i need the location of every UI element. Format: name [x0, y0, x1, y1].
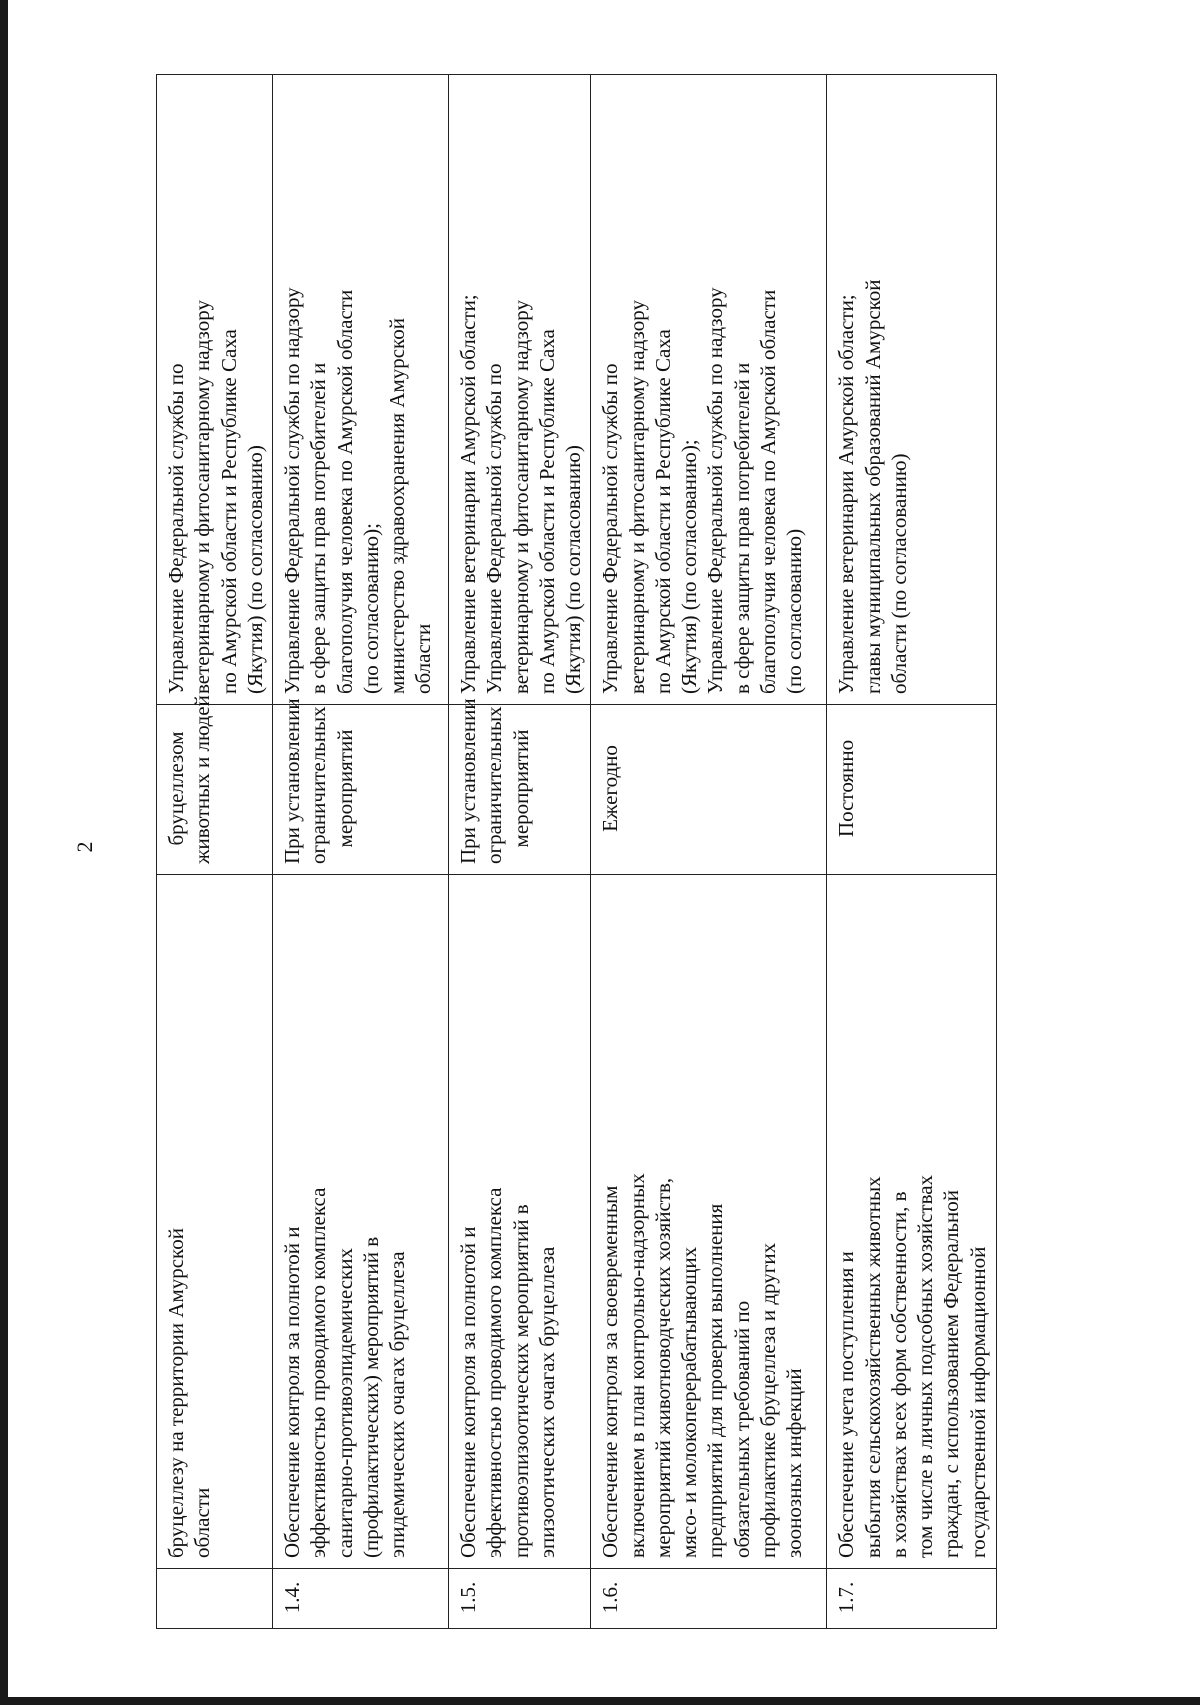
text-line: в хозяйствах всех форм собственности, в	[886, 1191, 911, 1558]
page-number: 2	[72, 841, 97, 853]
text-line: министерство здравоохранения Амурской	[385, 318, 409, 694]
text-line: Управление ветеринарии Амурской области;	[456, 294, 480, 694]
deadline-cell	[449, 698, 591, 875]
text-line: предприятий для проверки выполнения	[703, 1203, 728, 1558]
text-line: благополучия человека по Амурской области	[755, 289, 780, 694]
text-line: противоэпизоотических мероприятий в	[508, 1204, 533, 1558]
text-line: выбытия сельскохозяйственных животных	[860, 1176, 885, 1558]
table-row-continuation	[157, 75, 273, 1629]
text-line: При установлении	[280, 698, 304, 864]
rotated-table-wrapper	[156, 75, 990, 1629]
text-line: Управление Федеральной службы по	[482, 363, 507, 694]
item-number-cell: 1.5.	[449, 1569, 591, 1629]
text-line: включением в план контрольно-надзорных	[624, 1173, 649, 1558]
text-line: Обеспечение учета поступления и	[834, 1251, 859, 1558]
text-line: животных и людей	[190, 695, 215, 864]
text-line: эффективностью проводимого комплекса	[306, 1187, 331, 1558]
text-line: профилактике бруцеллеза и других	[755, 1242, 780, 1558]
text-line: мероприятий животноводческих хозяйств,	[650, 1177, 675, 1558]
item-number-cell: 1.4.	[273, 1569, 449, 1629]
text-line: том числе в личных подсобных хозяйствах	[913, 1174, 937, 1558]
action-cell	[591, 875, 827, 1569]
text-line: благополучия человека по Амурской области	[332, 289, 357, 694]
deadline-cell	[827, 705, 997, 875]
deadline-cell	[157, 695, 273, 875]
text-line: области (по согласованию)	[886, 453, 911, 694]
deadline-cell	[591, 705, 827, 875]
text-line: бруцеллезом	[164, 731, 188, 846]
text-line: в сфере защиты прав потребителей и	[729, 362, 754, 694]
text-line: государственной информационной	[965, 1246, 990, 1558]
text-line: по Амурской области и Республике Саха	[650, 329, 675, 694]
text-line: Управление Федеральной службы по надзору	[703, 287, 728, 694]
text-line: Управление ветеринарии Амурской области;	[834, 294, 859, 694]
table-row-1-5	[449, 75, 591, 1629]
action-cell	[827, 875, 997, 1569]
action-cell	[449, 875, 591, 1569]
text-line: Обеспечение контроля за полнотой и	[280, 1226, 304, 1558]
text-line: эффективностью проводимого комплекса	[482, 1187, 507, 1558]
text-line: (по согласованию)	[782, 528, 806, 694]
action-plan-table	[156, 74, 997, 1629]
text-line: При установлении	[456, 698, 480, 864]
text-line: по Амурской области и Республике Саха	[534, 329, 559, 694]
text-line: зоонозных инфекций	[782, 1368, 806, 1558]
text-line: ограничительных	[482, 706, 507, 864]
text-line: области	[190, 1487, 215, 1558]
text-line: Управление Федеральной службы по	[164, 363, 188, 694]
text-line: главы муниципальных образований Амурской	[860, 279, 885, 694]
text-line: граждан, с использованием Федеральной	[939, 1190, 964, 1558]
text-line: (профилактических) мероприятий в	[358, 1236, 383, 1558]
text-line: ветеринарному и фитосанитарному надзору	[508, 300, 533, 694]
text-line: (по согласованию);	[358, 523, 383, 694]
deadline-cell	[273, 698, 449, 875]
text-line: Постоянно	[834, 739, 859, 838]
responsible-cell	[449, 75, 591, 705]
text-line: эпидемических очагах бруцеллеза	[385, 1251, 409, 1558]
responsible-cell	[273, 75, 449, 705]
scan-edge-bottom	[0, 1697, 1200, 1705]
table-row-1-7	[827, 75, 997, 1629]
action-cell	[157, 875, 273, 1569]
text-line: ветеринарному и фитосанитарному надзору	[624, 300, 649, 694]
text-line: ветеринарному и фитосанитарному надзору	[190, 300, 215, 694]
text-line: мероприятий	[508, 729, 533, 848]
text-line: санитарно-противоэпидемических	[332, 1248, 357, 1558]
item-number-cell: 1.7.	[827, 1569, 997, 1629]
text-line: Управление Федеральной службы по	[598, 363, 623, 694]
responsible-cell	[827, 75, 997, 705]
table-row-1-6	[591, 75, 827, 1629]
text-line: в сфере защиты прав потребителей и	[306, 362, 331, 694]
text-line: Обеспечение контроля за полнотой и	[456, 1226, 480, 1558]
text-line: обязательных требований по	[729, 1300, 754, 1558]
responsible-cell	[157, 75, 273, 705]
text-line: эпизоотических очагах бруцеллеза	[534, 1246, 559, 1558]
text-line: (Якутия) (по согласованию)	[561, 445, 585, 694]
item-number-cell	[157, 1569, 273, 1629]
action-cell	[273, 875, 449, 1569]
table-row-1-4	[273, 75, 449, 1629]
responsible-cell	[591, 75, 827, 705]
text-line: Обеспечение контроля за своевременным	[598, 1185, 623, 1558]
text-line: мероприятий	[332, 729, 357, 848]
item-number-cell: 1.6.	[591, 1569, 827, 1629]
text-line: бруцеллезу на территории Амурской	[164, 1228, 188, 1558]
text-line: (Якутия) (по согласованию)	[242, 445, 267, 694]
text-line: Управление Федеральной службы по надзору	[280, 287, 304, 694]
text-line: по Амурской области и Республике Саха	[216, 329, 241, 694]
text-line: области	[411, 623, 436, 694]
text-line: (Якутия) (по согласованию);	[677, 439, 701, 694]
scan-edge-left	[0, 0, 8, 1705]
text-line: Ежегодно	[598, 745, 623, 832]
text-line: мясо- и молокоперерабатывающих	[677, 1246, 701, 1558]
text-line: ограничительных	[306, 706, 331, 864]
